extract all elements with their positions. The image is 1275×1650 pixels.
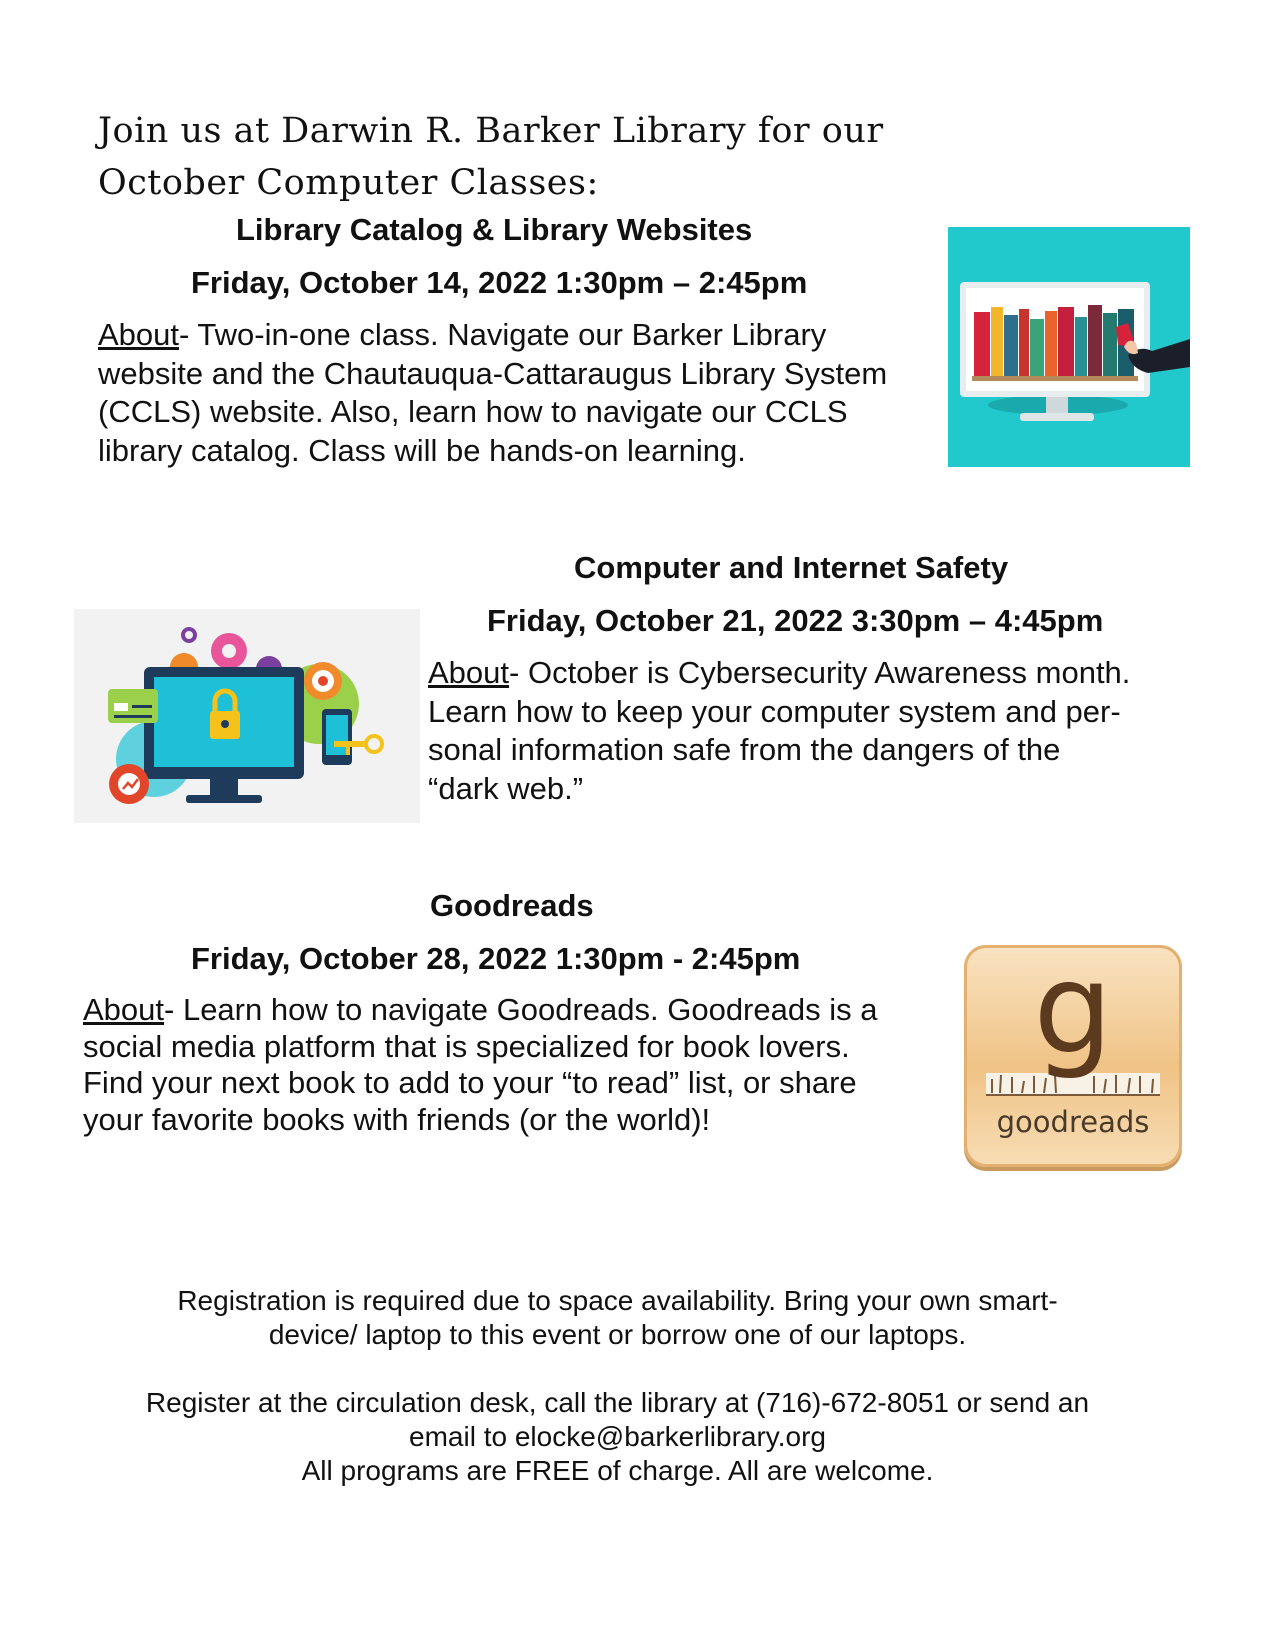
class-3-description xyxy=(83,992,877,1138)
class-1-desc-line: (CCLS) website. Also, learn how to navigate our CCLS xyxy=(98,394,848,429)
class-1-desc-line: library catalog. Class will be hands-on learning. xyxy=(98,432,746,468)
class-3-desc-line: your favorite books with friends (or the world)! xyxy=(83,1101,711,1137)
class-3-title: Goodreads xyxy=(430,888,594,923)
intro-line-2: October Computer Classes: xyxy=(98,163,599,203)
contact-info xyxy=(60,1386,1175,1488)
registration-line: Registration is required due to space availability. Bring your own smart- xyxy=(177,1285,1058,1316)
goodreads-logo xyxy=(964,945,1182,1167)
class-2-title: Computer and Internet Safety xyxy=(574,550,1009,585)
contact-line: Register at the circulation desk, call the library at (716)-672-8051 or send an xyxy=(145,1387,1090,1418)
class-2-desc-line: - October is Cybersecurity Awareness month. xyxy=(509,655,1131,690)
class-1-desc-line: - Two-in-one class. Navigate our Barker Library xyxy=(179,317,827,352)
free-programs-line: All programs are FREE of charge. All are welcome. xyxy=(301,1455,934,1486)
class-2-desc-line: sonal information safe from the dangers of the xyxy=(428,732,1061,767)
class-1-date: Friday, October 14, 2022 1:30pm – 2:45pm xyxy=(191,265,808,300)
class-3-desc-line: social media platform that is specialized for book lovers. xyxy=(83,1028,850,1064)
class-1-title: Library Catalog & Library Websites xyxy=(236,212,753,247)
class-1-description xyxy=(98,316,887,470)
registration-note xyxy=(60,1284,1175,1352)
class-2-date: Friday, October 21, 2022 3:30pm – 4:45pm xyxy=(487,603,1104,638)
contact-email-line: email to elocke@barkerlibrary.org xyxy=(409,1421,826,1452)
class-1-about-label: About xyxy=(98,317,180,352)
class-2-description xyxy=(428,654,1130,808)
class-3-desc-line: - Learn how to navigate Goodreads. Goodreads is a xyxy=(164,992,878,1027)
cybersecurity-illustration xyxy=(74,609,420,823)
class-2-desc-line: “dark web.” xyxy=(428,770,584,806)
class-3-desc-line: Find your next book to add to your “to read” list, or share xyxy=(83,1065,857,1100)
class-3-date: Friday, October 28, 2022 1:30pm - 2:45pm xyxy=(191,941,801,976)
class-2-about-label: About xyxy=(428,655,510,690)
goodreads-letter: g xyxy=(1033,945,1113,1082)
class-1-desc-line: website and the Chautauqua-Cattaraugus Library System xyxy=(98,355,888,391)
intro-line-1: Join us at Darwin R. Barker Library for our xyxy=(98,111,884,151)
goodreads-wordmark: goodreads xyxy=(996,1105,1150,1139)
registration-line: device/ laptop to this event or borrow one of our laptops. xyxy=(268,1319,967,1350)
class-2-desc-line: Learn how to keep your computer system and per- xyxy=(428,693,1121,729)
monitor-books-icon xyxy=(948,227,1190,467)
class-3-about-label: About xyxy=(83,992,165,1027)
intro-heading xyxy=(98,105,978,209)
library-website-illustration xyxy=(948,227,1190,467)
computer-lock-icon xyxy=(74,609,420,823)
